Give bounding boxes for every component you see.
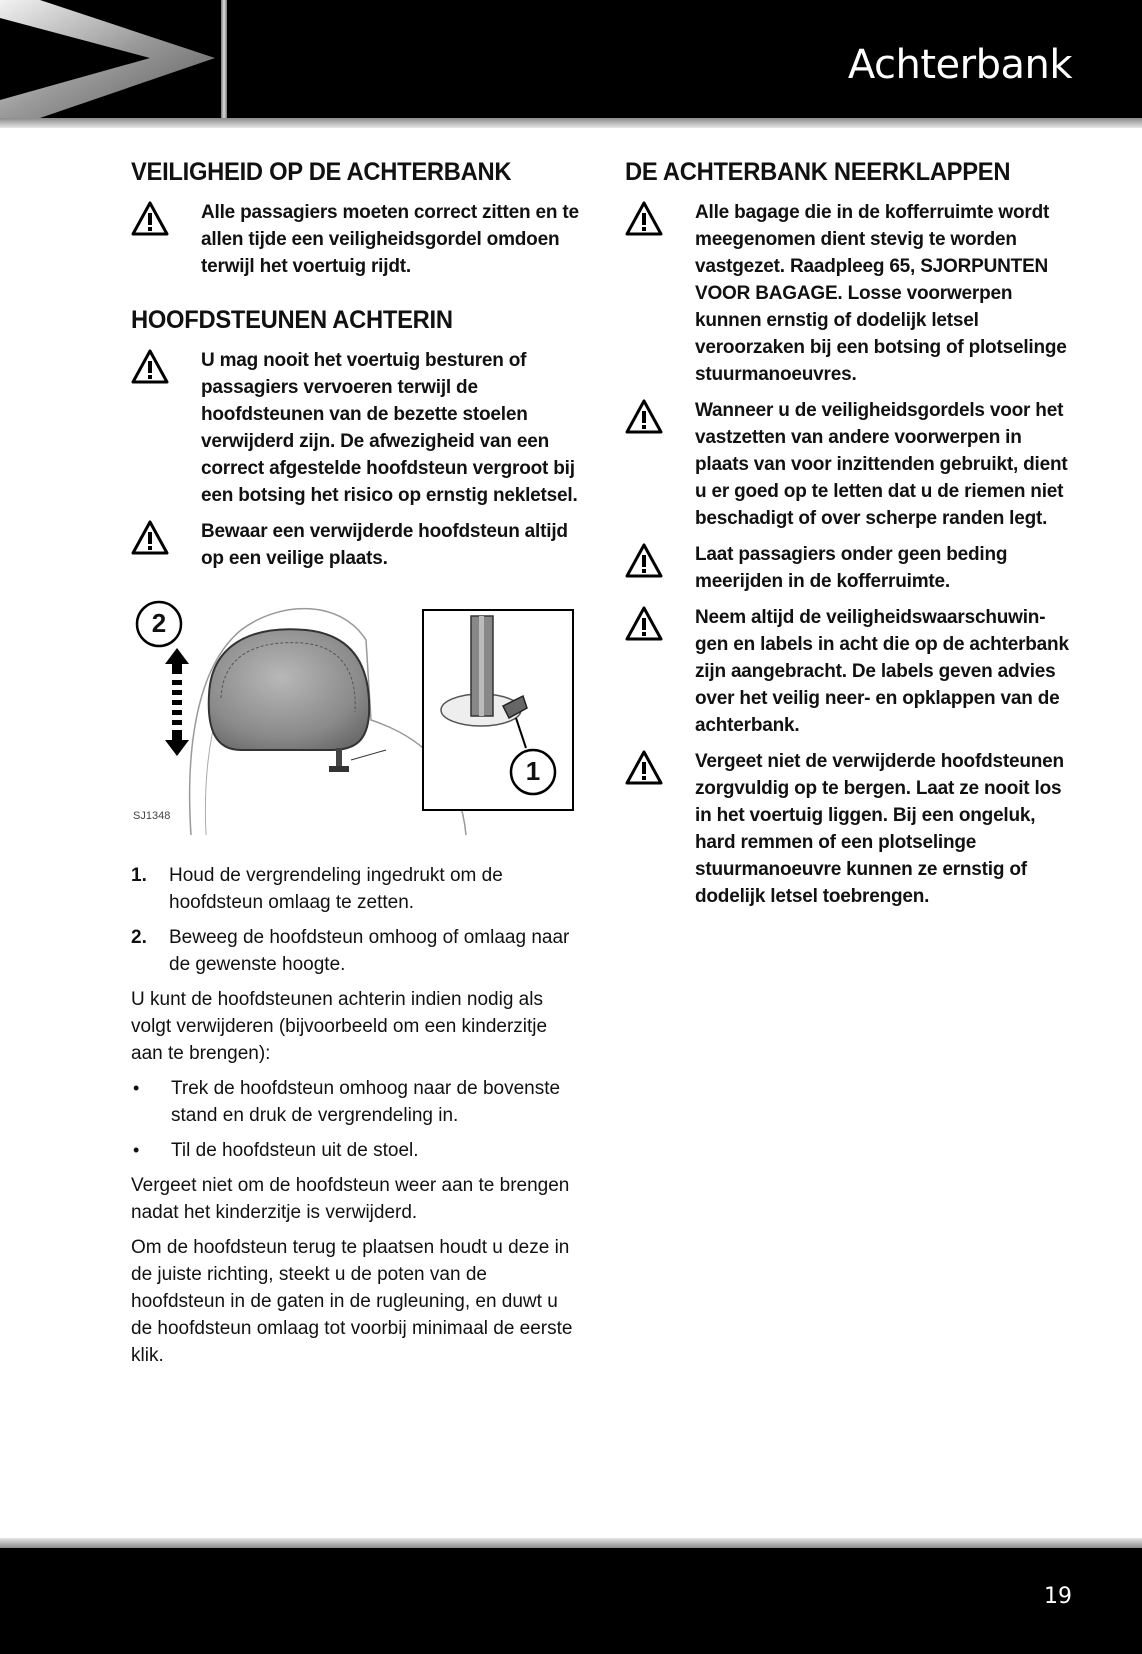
warning-block: [625, 397, 1075, 532]
figure-code: SJ1348: [133, 810, 171, 822]
step-text: Houd de vergrendeling ingedrukt om de hoofdsteun omlaag te zetten.: [169, 865, 503, 913]
warning-triangle-icon: [625, 748, 695, 786]
paragraph: U kunt de hoofdsteunen achterin indien nodig als volgt verwijderen (bijvoorbeeld om een kinderzitje aan te brengen):: [131, 989, 548, 1064]
header-divider: [221, 0, 227, 118]
list-item: [131, 1137, 581, 1164]
warning-block: [625, 748, 1075, 910]
chapter-title: Achterbank: [847, 42, 1072, 88]
list-item: [131, 1075, 581, 1129]
warning-block: [131, 518, 581, 572]
footer-rule: [0, 1538, 1142, 1548]
list-item: [131, 862, 581, 916]
warning-block: [625, 604, 1075, 739]
warning-block: [131, 347, 581, 509]
warning-text: U mag nooit het voertuig besturen of passagiers vervoeren terwijl de hoofdsteunen van de bezette stoelen verwijderd zijn. De afwezigheid van een correct afgestelde hoofdsteun vergroot bij een botsing het risico op ernstig nekletsel.: [201, 350, 578, 506]
warning-block: [131, 199, 581, 280]
warning-text: Wanneer u de veiligheidsgordels voor het vastzetten van andere voorwerpen in plaats van voor inzittenden gebruikt, dient u er goed op te letten dat u de riemen niet beschadigt of over scherpe randen legt.: [695, 400, 1068, 529]
warning-triangle-icon: [131, 199, 201, 237]
paragraph: Vergeet niet om de hoofdsteun weer aan te brengen nadat het kinderzitje is verwijderd.: [131, 1175, 570, 1223]
bullet-icon: •: [133, 1078, 140, 1098]
page-header: [0, 0, 1142, 118]
bullet-icon: •: [133, 1140, 140, 1160]
warning-triangle-icon: [625, 604, 695, 642]
left-column: [131, 158, 581, 1377]
right-column: [625, 158, 1075, 919]
warning-triangle-icon: [131, 518, 201, 556]
steps-list: [131, 862, 581, 978]
list-item: [131, 924, 581, 978]
headrest-drawing: [131, 600, 581, 838]
heading-veiligheid: VEILIGHEID OP DE ACHTERBANK: [131, 158, 512, 186]
page-footer: [0, 1548, 1142, 1654]
warning-triangle-icon: [625, 397, 695, 435]
step-text: Beweeg de hoofdsteun omhoog of omlaag naar de gewenste hoogte.: [169, 927, 570, 975]
warning-text: Vergeet niet de verwijderde hoofdsteunen zorgvuldig op te bergen. Laat ze nooit los in het voertuig liggen. Bij een ongeluk, hard remmen of een plotselinge stuurmanoeuvre kunnen ze ernstig of dodelijk letsel toebrengen.: [695, 751, 1064, 907]
warning-block: [625, 199, 1075, 388]
warning-text: Neem altijd de veiligheidswaarschuwin-gen en labels in acht die op de achterbank zijn aangebracht. De labels geven advies over het veilig neer- en opklappen van de achterbank.: [695, 607, 1069, 736]
warning-text: Alle bagage die in de kofferruimte wordt meegenomen dient stevig te worden vastgezet. Raadpleeg 65, SJORPUNTEN VOOR BAGAGE. Losse voorwerpen kunnen ernstig of dodelijk letsel veroorzaken bij een botsing of plotselinge stuurmanoeuvres.: [695, 202, 1067, 385]
callout-1-label: 1: [525, 756, 541, 786]
warning-triangle-icon: [131, 347, 201, 385]
warning-block: [625, 541, 1075, 595]
step-number: 1.: [131, 865, 147, 886]
bullet-text: Til de hoofdsteun uit de stoel.: [171, 1140, 419, 1161]
callout-2-label: 2: [151, 608, 167, 638]
page-number: 19: [1044, 1584, 1072, 1609]
heading-achterbank-neerklappen: DE ACHTERBANK NEERKLAPPEN: [625, 158, 1011, 186]
warning-text: Laat passagiers onder geen beding meerijden in de kofferruimte.: [695, 544, 1008, 592]
chapter-arrow-graphic: [0, 0, 226, 118]
step-number: 2.: [131, 927, 147, 948]
bullet-list: [131, 1075, 581, 1164]
bullet-text: Trek de hoofdsteun omhoog naar de bovenste stand en druk de vergrendeling in.: [171, 1078, 561, 1126]
warning-text: Alle passagiers moeten correct zitten en te allen tijde een veiligheidsgordel omdoen terwijl het voertuig rijdt.: [201, 202, 579, 277]
warning-triangle-icon: [625, 541, 695, 579]
warning-text: Bewaar een verwijderde hoofdsteun altijd op een veilige plaats.: [201, 521, 568, 569]
heading-hoofdsteunen: HOOFDSTEUNEN ACHTERIN: [131, 306, 453, 334]
headrest-illustration: [131, 600, 581, 838]
header-rule: [0, 118, 1142, 128]
paragraph: Om de hoofdsteun terug te plaatsen houdt u deze in de juiste richting, steekt u de poten van de hoofdsteun in de gaten in de rugleuning, en duwt u de hoofdsteun omlaag tot voorbij minimaal de eerste klik.: [131, 1237, 573, 1366]
warning-triangle-icon: [625, 199, 695, 237]
